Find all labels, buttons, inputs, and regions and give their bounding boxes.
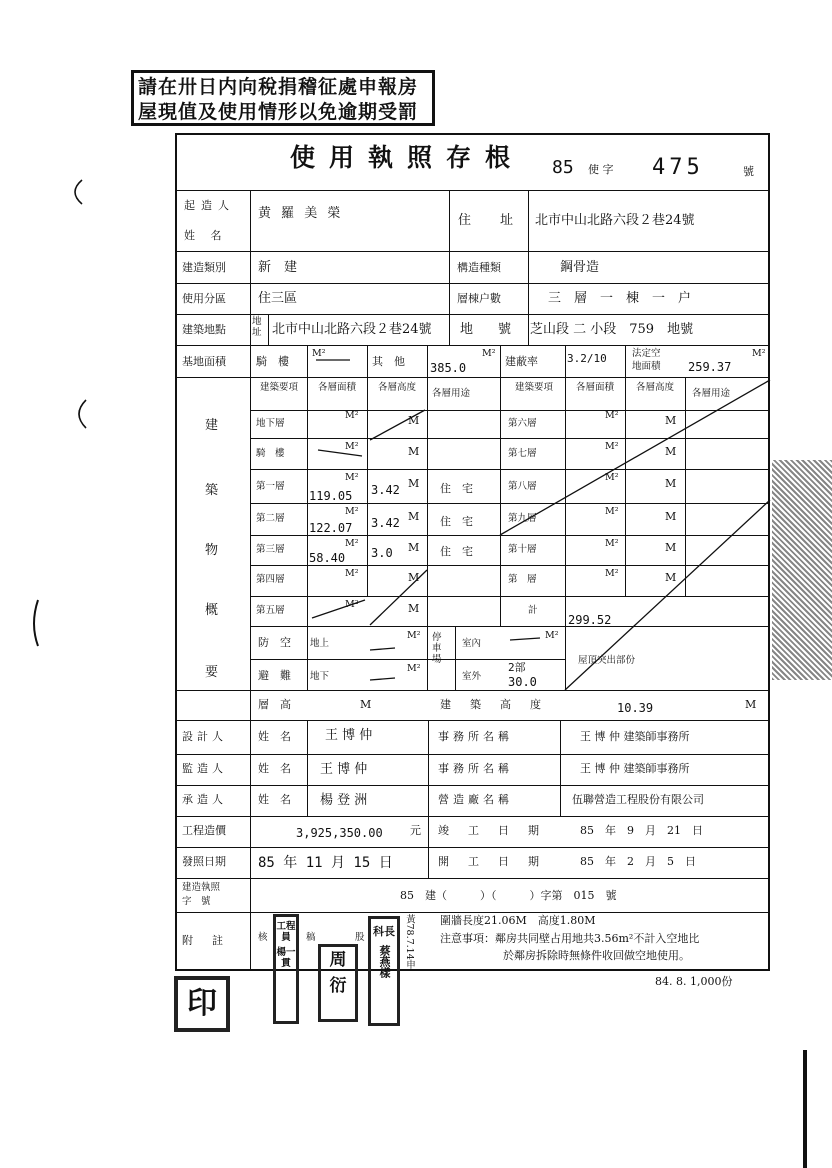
floor-name-right: 第七層 — [508, 448, 537, 459]
builder-label: 起造人 — [184, 199, 235, 212]
contractor-name: 楊 登 洲 — [320, 793, 368, 808]
unit-m: M — [408, 602, 420, 615]
arcade-label: 騎 樓 — [256, 355, 289, 368]
section-char: 築 — [205, 483, 219, 498]
address-label: 住 址 — [458, 213, 522, 228]
floor-name: 騎 樓 — [256, 448, 285, 459]
floor-name-right: 第九層 — [508, 513, 537, 524]
notice-line-2: 屋現值及使用情形以免逾期受罰 — [138, 101, 419, 123]
cost-value: 3,925,350.00 — [296, 826, 383, 840]
above-label: 地上 — [310, 638, 330, 649]
floor-name-right: 第十層 — [508, 544, 537, 555]
unit-m: M — [665, 414, 677, 427]
site-value: 北市中山北路六段２巷24號 — [272, 322, 432, 337]
lot-value: 芝山段 二 小段 759 地號 — [530, 322, 694, 337]
unit-m2: M² — [545, 630, 559, 641]
builder-name-label: 姓 名 — [184, 229, 228, 242]
floor-area: 58.40 — [309, 551, 346, 565]
cost-label: 工程造價 — [182, 824, 226, 837]
total-label: 計 — [528, 605, 538, 616]
section-char: 建 — [205, 418, 219, 433]
coverage-label: 建蔽率 — [505, 355, 538, 368]
unit-m2: M² — [407, 663, 421, 674]
legal-label-2: 地面積 — [632, 361, 661, 372]
roof-label: 屋頂突出部份 — [578, 655, 636, 666]
unit-m2: M² — [345, 599, 359, 610]
stamp-text: 周 — [329, 950, 347, 970]
unit-m2: M² — [605, 472, 619, 483]
stamp-text: 科長 — [373, 925, 395, 938]
total-area: 299.52 — [568, 613, 612, 627]
col-height-header: 各層高度 — [377, 382, 416, 393]
floor-use: 住 宅 — [440, 545, 473, 558]
permit-number: 475 — [652, 155, 704, 180]
floor-height: 3.0 — [371, 546, 393, 560]
scan-edge — [803, 1050, 807, 1168]
contractor-factory-label: 營造廠名稱 — [438, 793, 513, 806]
unit-m: M — [408, 477, 420, 490]
structure-label: 構造種類 — [457, 261, 501, 274]
floor-height: 3.42 — [371, 483, 400, 497]
col-use-header-right: 各層用途 — [692, 388, 731, 399]
stamp-text: 股 — [355, 932, 365, 943]
unit-m: M — [665, 477, 677, 490]
unit-m: M — [665, 571, 677, 584]
stamp-text: 核 — [258, 932, 268, 943]
lot-label: 地 號 — [460, 322, 518, 337]
floor-area: 122.07 — [309, 521, 353, 535]
unit-m2: M² — [345, 410, 359, 421]
story-height-label: 層 高 — [258, 698, 291, 711]
unit-m2: M² — [345, 506, 359, 517]
contractor-office: 伍聯營造工程股份有限公司 — [572, 793, 704, 806]
permit-label-1: 建造執照 — [182, 882, 221, 893]
unit-m: M — [665, 510, 677, 523]
page-title: 使用執照存根 — [290, 143, 525, 172]
col-area-header: 各層面積 — [317, 382, 356, 393]
supervisor-office-label: 事務所名稱 — [438, 762, 513, 775]
unit-m: M — [665, 541, 677, 554]
arcade-unit: M² — [312, 348, 326, 359]
remark-note-2: 於鄰房拆除時無條件收回做空地使用。 — [503, 949, 690, 962]
zone-value: 住三區 — [258, 291, 298, 306]
section-char: 概 — [205, 603, 219, 618]
contractor-label: 承造人 — [182, 793, 227, 806]
unit-m: M — [408, 571, 420, 584]
floor-name: 地下層 — [256, 418, 285, 429]
site-prefix: 地址 — [252, 316, 262, 338]
designer-label: 設計人 — [182, 730, 227, 743]
floors-label: 層棟户數 — [457, 292, 501, 305]
structure-value: 鋼骨造 — [560, 260, 600, 275]
floor-use: 住 宅 — [440, 482, 473, 495]
contractor-name-label: 姓 名 — [258, 793, 291, 806]
shelter-label-1: 防 空 — [258, 636, 291, 649]
permit-label-2: 字 號 — [182, 896, 211, 907]
floor-name-right: 第八層 — [508, 481, 537, 492]
unit-m2: M² — [605, 568, 619, 579]
legal-label-1: 法定空 — [632, 348, 661, 359]
category-value: 新 建 — [258, 260, 298, 275]
floor-height: 3.42 — [371, 516, 400, 530]
floor-name-right: 第 層 — [508, 574, 537, 585]
col-floor-header-right: 建築要項 — [514, 382, 553, 393]
section-chief-stamp — [368, 916, 400, 1026]
issue-label: 發照日期 — [182, 855, 226, 868]
unit-m: M — [408, 510, 420, 523]
supervisor-name: 王 博 仲 — [320, 762, 368, 777]
outdoor-value-2: 30.0 — [508, 675, 537, 689]
stamp-text: 蔡燕樣 — [378, 945, 391, 978]
floor-area: 119.05 — [309, 489, 353, 503]
stamp-text: 楊一貫 — [276, 947, 296, 969]
builder-value: 黄 羅 美 榮 — [258, 206, 344, 221]
col-area-header-right: 各層面積 — [575, 382, 614, 393]
permit-year: 85 — [552, 157, 574, 178]
unit-m2: M² — [605, 441, 619, 452]
col-height-header-right: 各層高度 — [635, 382, 674, 393]
unit-m: M — [408, 445, 420, 458]
below-label: 地下 — [310, 671, 330, 682]
site-label: 建築地點 — [182, 323, 226, 336]
zone-label: 使用分區 — [182, 292, 226, 305]
building-height-unit: M — [745, 698, 757, 711]
shelter-label-2: 避 難 — [258, 669, 291, 682]
supervisor-name-label: 姓 名 — [258, 762, 291, 775]
supervisor-label: 監造人 — [182, 762, 227, 775]
floor-name: 第一層 — [256, 481, 285, 492]
building-height-label: 建 築 高 度 — [440, 698, 545, 711]
floor-name: 第二層 — [256, 513, 285, 524]
unit-m2: M² — [345, 568, 359, 579]
unit-m: M — [408, 541, 420, 554]
designer-office: 王 博 仲 建築師事務所 — [580, 730, 690, 743]
unit-m: M — [665, 445, 677, 458]
unit-m2: M² — [407, 630, 421, 641]
permit-ref: 85 建（ ）（ ）字第 015 號 — [400, 889, 617, 902]
print-footer: 84. 8. 1,000份 — [655, 975, 733, 988]
base-area-label: 基地面積 — [182, 355, 226, 368]
remark-note-1: 注意事項：鄰房共同壁占用地共3.56m²不計入空地比 — [440, 932, 700, 945]
scan-shading — [772, 460, 832, 680]
completion-value: 85 年 9 月 21 日 — [580, 824, 703, 837]
outdoor-value-1: 2部 — [508, 661, 526, 674]
address-value: 北市中山北路六段２巷24號 — [535, 213, 695, 228]
start-label: 開 工 日 期 — [438, 855, 543, 868]
stamp-text: 衍 — [329, 976, 347, 996]
coverage-value: 3.2/10 — [567, 352, 607, 365]
permit-word: 使 字 — [588, 163, 614, 176]
other-value: 385.0 — [430, 361, 467, 375]
building-height-value: 10.39 — [617, 701, 654, 715]
designer-office-label: 事務所名稱 — [438, 730, 513, 743]
designer-name-label: 姓 名 — [258, 730, 291, 743]
section-char: 物 — [205, 543, 219, 558]
unit-m2: M² — [345, 441, 359, 452]
start-value: 85 年 2 月 5 日 — [580, 855, 696, 868]
stamp-text: 工程員 — [276, 921, 296, 943]
wall-note: 圍牆長度21.06M 高度1.80M — [440, 914, 596, 927]
legal-value: 259.37 — [688, 360, 732, 374]
category-label: 建造類別 — [182, 261, 226, 274]
stamp-text: 稿 — [306, 932, 316, 943]
col-floor-header: 建築要項 — [259, 382, 298, 393]
indoor-label: 室內 — [462, 638, 482, 649]
designer-name: 王 博 仲 — [325, 728, 373, 743]
issue-value: 85 年 11 月 15 日 — [258, 855, 393, 871]
floor-name: 第四層 — [256, 574, 285, 585]
unit-m2: M² — [345, 472, 359, 483]
permit-suffix: 號 — [743, 165, 754, 178]
unit-m2: M² — [605, 538, 619, 549]
floor-use: 住 宅 — [440, 515, 473, 528]
unit-m2: M² — [605, 410, 619, 421]
unit-m: M — [408, 414, 420, 427]
engineer-stamp — [273, 914, 299, 1024]
floor-name-right: 第六層 — [508, 418, 537, 429]
supervisor-office: 王 博 仲 建築師事務所 — [580, 762, 690, 775]
official-seal — [174, 976, 230, 1032]
other-label: 其 他 — [372, 355, 405, 368]
chief-seal — [318, 944, 358, 1022]
side-note: 黃78.7.14申 — [404, 914, 415, 970]
floors-value: 三 層 一 棟 一 户 — [548, 291, 692, 306]
seal-text: 印 — [187, 986, 217, 1021]
unit-m2: M² — [605, 506, 619, 517]
other-unit: M² — [482, 348, 496, 359]
notice-line-1: 請在卅日内向稅捐稽征處申報房 — [138, 76, 419, 98]
floor-name: 第五層 — [256, 605, 285, 616]
section-char: 要 — [205, 665, 219, 680]
remarks-label: 附 註 — [182, 934, 227, 947]
story-height-unit: M — [360, 698, 372, 711]
outdoor-label: 室外 — [462, 671, 482, 682]
completion-label: 竣 工 日 期 — [438, 824, 543, 837]
legal-unit: M² — [752, 348, 766, 359]
col-use-header: 各層用途 — [432, 388, 471, 399]
parking-label: 停車場 — [432, 632, 442, 665]
unit-m2: M² — [345, 538, 359, 549]
cost-unit: 元 — [410, 824, 421, 837]
floor-name: 第三層 — [256, 544, 285, 555]
